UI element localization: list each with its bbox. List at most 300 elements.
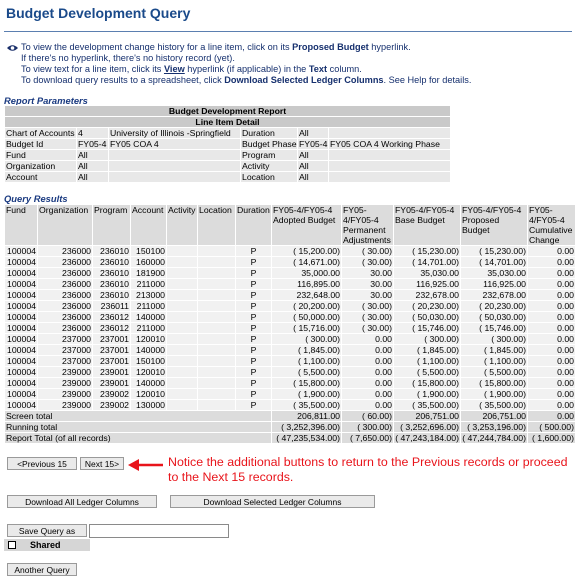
table-cell: 140000 [131, 312, 167, 323]
table-cell: P [236, 301, 272, 312]
parameter-label: Budget Phase [242, 139, 297, 149]
another-query-button[interactable]: Another Query [7, 563, 77, 576]
table-cell: P [236, 334, 272, 345]
table-cell: 236010 [93, 257, 131, 268]
table-cell: ( 300.00) [394, 334, 461, 345]
proposed-budget-ref: Proposed Budget [292, 42, 369, 52]
table-cell: 232,678.00 [394, 290, 461, 301]
table-cell: ( 300.00) [272, 334, 342, 345]
proposed-budget-link[interactable]: ( 1,100.00) [461, 356, 528, 367]
table-cell: ( 5,500.00) [272, 367, 342, 378]
table-cell: 239000 [38, 378, 93, 389]
report-title: Budget Development Report [5, 106, 451, 117]
table-cell [198, 279, 236, 290]
table-cell [167, 301, 198, 312]
table-cell: 140000 [131, 378, 167, 389]
table-cell: 236000 [38, 268, 93, 279]
total-value: 206,751.00 [394, 411, 461, 422]
table-row [5, 268, 576, 279]
table-cell [167, 400, 198, 411]
table-row [5, 345, 576, 356]
red-arrow-icon [128, 459, 164, 471]
table-cell: 236010 [93, 290, 131, 301]
table-cell: ( 15,800.00) [394, 378, 461, 389]
table-cell: 0.00 [528, 378, 576, 389]
instruction-line-2: If there's no hyperlink, there's no history record (yet). [21, 53, 235, 63]
table-cell: ( 14,701.00) [394, 257, 461, 268]
table-cell: 100004 [5, 400, 38, 411]
table-cell: ( 35,500.00) [272, 400, 342, 411]
proposed-budget-link[interactable]: ( 15,230.00) [461, 246, 528, 257]
table-cell: ( 30.00) [342, 246, 394, 257]
table-cell: ( 50,030.00) [394, 312, 461, 323]
download-all-ledger-columns-button[interactable]: Download All Ledger Columns [7, 495, 157, 508]
table-cell: 211000 [131, 279, 167, 290]
download-selected-ref: Download Selected Ledger Columns [224, 75, 384, 85]
table-cell [167, 246, 198, 257]
parameter-code: All [298, 161, 329, 172]
parameter-description [329, 150, 451, 161]
table-cell [167, 257, 198, 268]
proposed-budget-link[interactable]: ( 1,845.00) [461, 345, 528, 356]
table-cell [198, 246, 236, 257]
table-cell: 236000 [38, 279, 93, 290]
proposed-budget-link[interactable]: ( 20,230.00) [461, 301, 528, 312]
table-cell: P [236, 389, 272, 400]
table-cell: 0.00 [528, 279, 576, 290]
table-cell: 100004 [5, 345, 38, 356]
table-cell: 236000 [38, 290, 93, 301]
table-cell: 181900 [131, 268, 167, 279]
table-cell [167, 378, 198, 389]
table-cell: 140000 [131, 345, 167, 356]
table-cell: 0.00 [528, 246, 576, 257]
table-cell: 100004 [5, 334, 38, 345]
table-cell: ( 30.00) [342, 257, 394, 268]
table-cell: 100004 [5, 301, 38, 312]
instruction-3-mid: hyperlink (if applicable) in the [184, 64, 309, 74]
table-cell: 237001 [93, 345, 131, 356]
table-cell: 100004 [5, 378, 38, 389]
proposed-budget-link[interactable]: ( 15,800.00) [461, 378, 528, 389]
table-cell: 100004 [5, 356, 38, 367]
table-cell [198, 400, 236, 411]
table-cell: 100004 [5, 279, 38, 290]
instruction-line-3 [6, 64, 572, 75]
table-cell: 0.00 [528, 323, 576, 334]
table-cell: 100004 [5, 367, 38, 378]
proposed-budget-link[interactable]: ( 15,746.00) [461, 323, 528, 334]
parameter-description [329, 128, 451, 139]
table-cell: 0.00 [528, 345, 576, 356]
parameter-row [5, 172, 451, 183]
instruction-line-4 [6, 75, 572, 86]
instruction-4-end: . See Help for details. [383, 75, 472, 85]
save-query-name-input[interactable] [89, 524, 229, 538]
table-cell: P [236, 356, 272, 367]
total-row [5, 422, 576, 433]
table-cell: 239000 [38, 389, 93, 400]
table-row [5, 356, 576, 367]
table-cell: 100004 [5, 290, 38, 301]
proposed-budget-link[interactable]: 35,030.00 [461, 268, 528, 279]
table-cell: ( 15,800.00) [272, 378, 342, 389]
table-cell: 120010 [131, 389, 167, 400]
parameter-label: Budget Id [5, 139, 77, 150]
parameter-code: All [77, 150, 109, 161]
total-value: ( 47,243,184.00) [395, 433, 459, 443]
parameter-label: Organization [5, 161, 77, 172]
table-cell [167, 345, 198, 356]
instruction-line-1 [6, 42, 572, 53]
table-cell: P [236, 246, 272, 257]
proposed-budget-link[interactable]: 116,925.00 [461, 279, 528, 290]
parameter-row [5, 150, 451, 161]
table-cell: ( 1,100.00) [394, 356, 461, 367]
total-value: ( 3,252,696.00) [394, 422, 461, 433]
table-cell [167, 356, 198, 367]
table-cell: ( 15,746.00) [394, 323, 461, 334]
table-cell: 239000 [38, 367, 93, 378]
table-cell: 239002 [93, 400, 131, 411]
column-header: Organization [38, 205, 93, 246]
proposed-budget-link[interactable]: 232,678.00 [461, 290, 528, 301]
table-row [5, 290, 576, 301]
table-cell: 0.00 [528, 301, 576, 312]
parameter-description [109, 150, 241, 161]
table-cell: 116,925.00 [394, 279, 461, 290]
instruction-4-text: To download query results to a spreadsheet, click [21, 75, 225, 85]
table-cell: ( 1,100.00) [272, 356, 342, 367]
table-row [5, 323, 576, 334]
table-cell: 236010 [93, 246, 131, 257]
query-results-table [4, 204, 576, 444]
parameter-description [329, 161, 451, 172]
next-15-button[interactable]: Next 15> [80, 457, 124, 470]
table-cell: 236010 [93, 268, 131, 279]
parameter-code: All [77, 172, 109, 183]
table-cell: 213000 [131, 290, 167, 301]
total-value: 0.00 [528, 411, 576, 422]
table-cell: 160000 [131, 257, 167, 268]
table-cell: 100004 [5, 323, 38, 334]
parameter-label: Location [241, 172, 298, 183]
previous-15-button[interactable]: <Previous 15 [7, 457, 77, 470]
total-value: 206,811.00 [272, 411, 342, 422]
table-cell: 130000 [131, 400, 167, 411]
column-header: Account [131, 205, 167, 246]
report-subtitle: Line Item Detail [5, 117, 451, 128]
table-cell: 120010 [131, 334, 167, 345]
shared-checkbox[interactable] [8, 541, 16, 549]
total-value: ( 47,244,784.00) [462, 433, 526, 443]
parameter-code: 4 [77, 128, 109, 139]
parameter-description: University of Illinois -Springfield [109, 128, 241, 139]
instruction-3-end: column. [327, 64, 362, 74]
table-cell: 0.00 [528, 290, 576, 301]
table-cell [198, 257, 236, 268]
table-cell: 0.00 [528, 257, 576, 268]
table-cell [167, 312, 198, 323]
table-row [5, 312, 576, 323]
table-cell: 236012 [93, 312, 131, 323]
table-cell [167, 323, 198, 334]
table-row [5, 301, 576, 312]
table-cell: 236010 [93, 279, 131, 290]
parameter-description [109, 161, 241, 172]
table-cell: P [236, 268, 272, 279]
parameter-label: Activity [241, 161, 298, 172]
table-cell: 0.00 [342, 367, 394, 378]
table-cell: ( 20,230.00) [394, 301, 461, 312]
report-parameters-table [4, 105, 451, 183]
column-header: FY05-4/FY05-4 Permanent Adjustments [342, 205, 394, 246]
table-cell [198, 290, 236, 301]
table-cell: 239000 [38, 400, 93, 411]
table-cell: 30.00 [342, 268, 394, 279]
table-cell: ( 1,900.00) [272, 389, 342, 400]
parameter-code: All [298, 150, 329, 161]
table-cell: ( 30.00) [342, 323, 394, 334]
instruction-1-end: hyperlink. [368, 42, 411, 52]
total-value: ( 1,600.00) [528, 433, 576, 444]
table-row [5, 257, 576, 268]
parameter-row [5, 161, 451, 172]
table-cell [167, 367, 198, 378]
table-cell: 0.00 [528, 367, 576, 378]
table-cell: P [236, 400, 272, 411]
column-header: FY05-4/FY05-4 Adopted Budget [272, 205, 342, 246]
table-cell: 0.00 [528, 334, 576, 345]
table-cell [167, 334, 198, 345]
parameter-code: FY05-4 [299, 139, 328, 149]
table-cell [198, 356, 236, 367]
column-header: Fund [5, 205, 38, 246]
table-cell: 236000 [38, 323, 93, 334]
column-header: Location [198, 205, 236, 246]
table-cell: 211000 [131, 301, 167, 312]
view-ref: View [163, 64, 185, 74]
column-header: FY05-4/FY05-4 Cumulative Change [528, 205, 576, 246]
table-cell [167, 279, 198, 290]
parameter-description: FY05 COA 4 [109, 139, 241, 150]
table-cell: 30.00 [342, 279, 394, 290]
table-cell: 100004 [5, 268, 38, 279]
total-value: ( 3,253,196.00) [461, 422, 528, 433]
table-cell [198, 301, 236, 312]
table-row [5, 279, 576, 290]
annotation-note: Notice the additional buttons to return to the Previous records or proceed to the Next 15 records. [168, 455, 568, 484]
table-cell: 35,000.00 [272, 268, 342, 279]
table-cell: 236000 [38, 301, 93, 312]
table-cell: ( 30.00) [342, 301, 394, 312]
table-cell: 0.00 [342, 356, 394, 367]
table-cell: 100004 [5, 246, 38, 257]
table-cell: P [236, 345, 272, 356]
instruction-3-text: To view text for a line item, click its [21, 64, 164, 74]
table-cell: 239001 [93, 367, 131, 378]
proposed-budget-link[interactable]: ( 35,500.00) [461, 400, 528, 411]
table-cell: P [236, 312, 272, 323]
instruction-1-text: To view the development change history for a line item, click on its [21, 42, 293, 52]
table-cell: 236000 [38, 257, 93, 268]
table-cell: 100004 [5, 312, 38, 323]
parameter-code: All [77, 161, 109, 172]
table-cell: ( 1,845.00) [272, 345, 342, 356]
table-cell: 0.00 [342, 400, 394, 411]
parameter-description [329, 172, 451, 183]
table-cell: 0.00 [342, 378, 394, 389]
table-cell [167, 290, 198, 301]
total-row [5, 433, 576, 444]
table-cell [198, 323, 236, 334]
table-cell: 239001 [93, 378, 131, 389]
table-cell: P [236, 378, 272, 389]
table-cell [198, 334, 236, 345]
table-cell: 0.00 [342, 345, 394, 356]
table-cell [198, 345, 236, 356]
table-cell [198, 389, 236, 400]
proposed-budget-link[interactable]: ( 14,701.00) [461, 257, 528, 268]
table-cell: 100004 [5, 389, 38, 400]
table-cell: 0.00 [342, 389, 394, 400]
table-cell: 0.00 [528, 356, 576, 367]
instructions [6, 42, 572, 86]
table-cell: 232,648.00 [272, 290, 342, 301]
table-cell: 0.00 [342, 334, 394, 345]
table-cell [167, 389, 198, 400]
table-cell: P [236, 257, 272, 268]
total-value: ( 60.00) [342, 411, 394, 422]
table-cell: 211000 [131, 323, 167, 334]
table-cell [198, 312, 236, 323]
column-header: FY05-4/FY05-4 Proposed Budget [461, 205, 528, 246]
eye-icon [6, 44, 19, 52]
table-cell: ( 35,500.00) [394, 400, 461, 411]
table-cell: ( 30.00) [342, 312, 394, 323]
table-cell: ( 1,900.00) [394, 389, 461, 400]
total-value: ( 3,252,396.00) [272, 422, 342, 433]
table-cell: P [236, 323, 272, 334]
parameter-row [5, 128, 451, 139]
table-cell: 0.00 [528, 400, 576, 411]
parameter-row [5, 139, 451, 150]
parameter-description [109, 172, 241, 183]
table-row [5, 389, 576, 400]
total-label: Running total [5, 422, 272, 433]
column-header: Program [93, 205, 131, 246]
table-cell: 116,895.00 [272, 279, 342, 290]
table-cell [167, 268, 198, 279]
table-cell: 30.00 [342, 290, 394, 301]
title-divider [4, 31, 572, 32]
parameter-code: All [298, 128, 329, 139]
save-query-as-button[interactable]: Save Query as [7, 524, 87, 537]
proposed-budget-link[interactable]: ( 300.00) [461, 334, 528, 345]
table-cell: ( 50,000.00) [272, 312, 342, 323]
table-cell: 236011 [93, 301, 131, 312]
table-cell [198, 268, 236, 279]
table-cell: ( 15,230.00) [394, 246, 461, 257]
parameter-label: Program [241, 150, 298, 161]
table-cell: ( 20,200.00) [272, 301, 342, 312]
table-cell: 237000 [38, 356, 93, 367]
table-cell: ( 14,671.00) [272, 257, 342, 268]
table-cell: P [236, 290, 272, 301]
query-results-heading: Query Results [4, 193, 68, 204]
table-cell: ( 1,845.00) [394, 345, 461, 356]
table-row [5, 246, 576, 257]
shared-row [4, 539, 90, 551]
table-cell: ( 15,200.00) [272, 246, 342, 257]
table-cell: 236000 [38, 246, 93, 257]
total-value: ( 47,235,534.00) [272, 433, 342, 444]
table-row [5, 378, 576, 389]
table-cell: 0.00 [528, 268, 576, 279]
table-cell [198, 378, 236, 389]
table-cell: 237000 [38, 334, 93, 345]
total-value: 206,751.00 [461, 411, 528, 422]
table-cell: P [236, 367, 272, 378]
table-cell: 0.00 [528, 312, 576, 323]
table-cell: 35,030.00 [394, 268, 461, 279]
table-row [5, 400, 576, 411]
proposed-budget-link[interactable]: ( 5,500.00) [461, 367, 528, 378]
column-header: FY05-4/FY05-4 Base Budget [394, 205, 461, 246]
table-cell: 239002 [93, 389, 131, 400]
parameter-code: FY05-4 [78, 139, 107, 149]
report-parameters-heading: Report Parameters [4, 95, 88, 106]
parameter-label: Duration [241, 128, 298, 139]
column-header: Activity [167, 205, 198, 246]
shared-label: Shared [30, 540, 61, 550]
table-cell: 237001 [93, 334, 131, 345]
total-label: Report Total (of all records) [5, 433, 272, 444]
total-value: ( 7,650.00) [342, 433, 394, 444]
table-cell: 0.00 [528, 389, 576, 400]
table-cell: 236012 [93, 323, 131, 334]
proposed-budget-link[interactable]: ( 50,030.00) [461, 312, 528, 323]
table-cell: ( 5,500.00) [394, 367, 461, 378]
parameter-code: All [298, 172, 329, 183]
total-row [5, 411, 576, 422]
parameter-description: FY05 COA 4 Working Phase [329, 139, 451, 150]
download-selected-ledger-columns-button[interactable]: Download Selected Ledger Columns [170, 495, 375, 508]
text-column-ref: Text [308, 64, 328, 74]
table-row [5, 334, 576, 345]
table-cell: 236000 [38, 312, 93, 323]
table-cell: 237000 [38, 345, 93, 356]
total-value: ( 500.00) [528, 422, 576, 433]
table-cell: 120010 [131, 367, 167, 378]
column-header: Duration [236, 205, 272, 246]
proposed-budget-link[interactable]: ( 1,900.00) [461, 389, 528, 400]
total-value: ( 300.00) [342, 422, 394, 433]
table-cell: 150100 [131, 356, 167, 367]
table-cell: ( 15,716.00) [272, 323, 342, 334]
parameter-label: Fund [5, 150, 77, 161]
table-row [5, 367, 576, 378]
table-cell: P [236, 279, 272, 290]
page-title: Budget Development Query [6, 5, 191, 21]
table-cell [198, 367, 236, 378]
parameter-label: Account [5, 172, 77, 183]
table-cell: 150100 [131, 246, 167, 257]
total-label: Screen total [5, 411, 272, 422]
table-cell: 100004 [5, 257, 38, 268]
parameter-label: Chart of Accounts [6, 128, 75, 138]
table-cell: 237001 [93, 356, 131, 367]
